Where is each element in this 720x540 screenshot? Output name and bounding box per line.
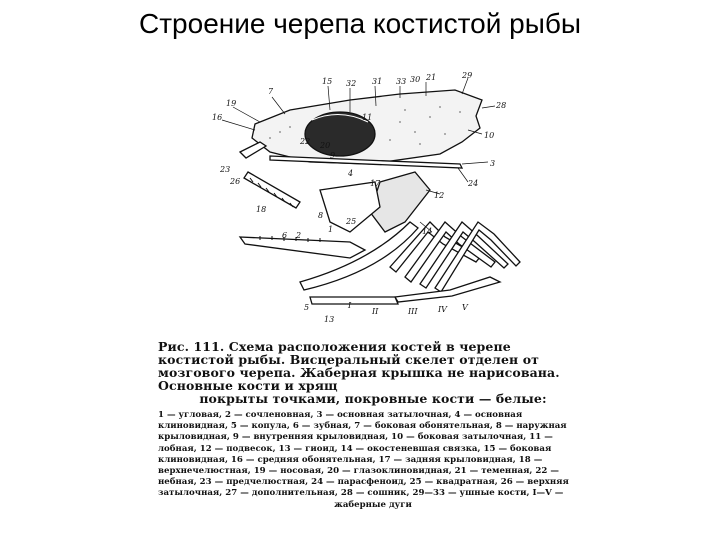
- label-13: 13: [324, 315, 335, 324]
- label-5: 5: [304, 303, 310, 312]
- caption-legend-body: 1 — угловая, 2 — сочленовная, 3 — основная затылочная, 4 — основная клиновидная, 5 — копула, 6 — зубная, 7 — боковая обонятельная, 8 — наружная крыловидная, 9 — внутренняя крыловидная, 10 — боковая затылочная, 11 — лобная, 12 — подвесок, 13 — гиоид, 14 — окостеневшая связка, 15 — боковая клиновидная, 16 — средняя обонятельная, 17 — задняя крыловидная, 18 — верхнечелюстная, 19 — носовая, 20 — глазоклиновидная, 21 — теменная, 22 — небная, 23 — предчелюстная, 24 — парасфеноид, 25 — квадратная, 26 — верхняя затылочная, 27 — дополнительная, 28 — сошник, 29—33 — ушные кости, I—V —: [158, 410, 569, 499]
- label-7: 7: [268, 87, 274, 96]
- label-I: I: [348, 301, 352, 310]
- skull-illustration: [200, 72, 530, 330]
- label-10: 10: [484, 131, 495, 140]
- label-28: 28: [496, 101, 507, 110]
- label-33: 33: [396, 77, 407, 86]
- label-12: 12: [434, 191, 445, 200]
- maxilla: [244, 172, 300, 208]
- label-19: 19: [226, 99, 237, 108]
- copula: [310, 297, 398, 304]
- label-20: 20: [320, 141, 331, 150]
- label-9: 9: [330, 151, 336, 160]
- label-1: 1: [328, 225, 334, 234]
- label-14: 14: [422, 227, 433, 236]
- label-V: V: [462, 303, 468, 312]
- label-23: 23: [220, 165, 231, 174]
- label-29: 29: [462, 72, 473, 80]
- label-15: 15: [322, 77, 333, 86]
- caption-heading-line1: Рис. 111. Схема расположения костей в черепе костистой: [158, 339, 511, 367]
- label-16: 16: [212, 113, 223, 122]
- label-III: III: [408, 307, 418, 316]
- skull-diagram: [200, 72, 530, 330]
- label-3: 3: [490, 159, 496, 168]
- label-30: 30: [410, 75, 421, 84]
- label-8: 8: [318, 211, 324, 220]
- caption-legend: [158, 410, 588, 511]
- label-26: 26: [230, 177, 241, 186]
- label-32: 32: [346, 79, 357, 88]
- label-21: 21: [426, 73, 437, 82]
- label-18: 18: [256, 205, 267, 214]
- figure-caption: [158, 340, 588, 511]
- caption-legend-last: жаберные дуги: [334, 499, 412, 510]
- caption-heading: [158, 340, 588, 405]
- caption-heading-line2: рыбы. Висцеральный скелет отделен от мозгового черепа. Жаберная крышка не нарисована. Основные кости и хрящ: [158, 352, 560, 393]
- slide-title: Строение черепа костистой рыбы: [139, 8, 581, 39]
- label-31: 31: [372, 77, 383, 86]
- caption-heading-line3: покрыты точками, покровные кости — белые:: [199, 391, 547, 406]
- label-IV: IV: [438, 305, 447, 314]
- label-25: 25: [346, 217, 357, 226]
- label-17: 17: [370, 179, 381, 188]
- label-24: 24: [468, 179, 479, 188]
- label-2: 2: [296, 231, 302, 240]
- label-11: 11: [362, 113, 373, 122]
- lower-jaw: [240, 237, 365, 258]
- label-22: 22: [300, 137, 311, 146]
- premaxilla: [240, 142, 266, 158]
- label-4: 4: [348, 169, 354, 178]
- label-6: 6: [282, 231, 288, 240]
- label-II: II: [372, 307, 379, 316]
